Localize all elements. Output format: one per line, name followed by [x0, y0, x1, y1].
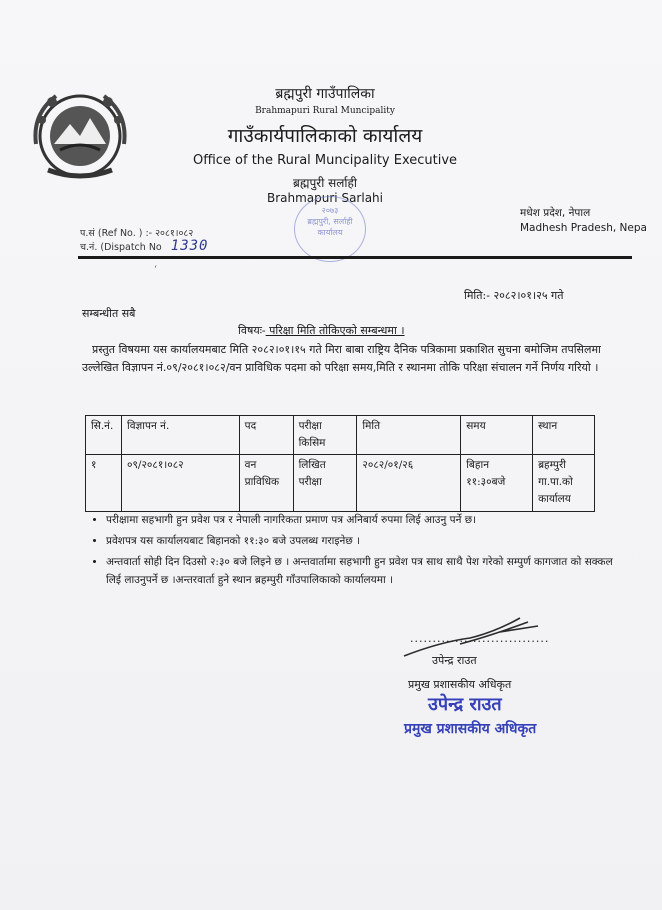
- body-paragraph: प्रस्तुत विषयमा यस कार्यालयमबाट मिति २०८२।०१।१५ गते मिरा बाबा राष्ट्रिय दैनिक पत्रिकामा प्रकाशित सुचना बमोजिम तपसिलमा उल्लेखित विज्ञापन नं.०९/२०८१।०८२/वन प्राविधिक पदमा को परिक्षा समय,मिति र स्थानमा तोकि परिक्षा संचालन गर्ने निर्णय गरियो ।: [82, 343, 601, 374]
- note-item: • अन्तवार्ता सोही दिन दिउसो २:३० बजे लिइने छ । अन्तवार्तामा सहभागी हुन प्रवेश पत्र साथ साथै पेश गरेको सम्पुर्ण कागजात को सक्कल लिई लाउनुपर्ने छ ।अन्तरवार्ता हुने स्थान ब्रहम्पुरी गाँउपालिकाको कार्यालयमा ।: [106, 553, 626, 589]
- stamp-signer-name: उपेन्द्र राउत: [428, 694, 502, 715]
- reference-number: प.सं (Ref No. ) :- २०८१।०८२: [80, 228, 194, 239]
- stamp-line: ब्रह्मपुरी, सर्लाही: [307, 217, 353, 226]
- table-header-cell: स्थान: [533, 416, 595, 455]
- exam-schedule-table: [85, 415, 595, 512]
- place-en: Brahmapuri Sarlahi: [266, 191, 383, 205]
- province-en: Madhesh Pradesh, Nepa: [520, 222, 647, 234]
- municipality-name-np: ब्रह्मपुरी गाउँपालिका: [275, 86, 375, 102]
- note-item: • परीक्षामा सहभागी हुन प्रवेश पत्र र नेपाली नागरिकता प्रमाण पत्र अनिबार्य रुपमा लिई आउनु पर्ने छ।: [106, 511, 626, 529]
- dispatch-label: च.नं. (Dispatch No: [80, 242, 162, 253]
- municipality-name-en: Brahmapuri Rural Muncipality: [255, 106, 395, 116]
- province-np: मधेश प्रदेश, नेपाल: [520, 207, 591, 219]
- signer-title: प्रमुख प्रशासकीय अधिकृत: [408, 678, 512, 691]
- table-cell: २०८२/०१/२६: [357, 455, 461, 512]
- table-row: [86, 455, 595, 512]
- table-header-cell: विज्ञापन नं.: [121, 416, 239, 455]
- notes-list: [86, 511, 626, 592]
- subject-prefix: विषयः-: [238, 324, 266, 337]
- signer-name: उपेन्द्र राउत: [432, 654, 477, 667]
- letter-date: मिति:- २०८२।०१।२५ गते: [464, 289, 564, 302]
- table-cell: बिहान ११:३०बजे: [461, 455, 533, 512]
- subject-text: परिक्षा मिति तोकिएको सम्बन्धमा ।: [265, 324, 405, 337]
- table-cell: लिखित परीक्षा: [293, 455, 357, 512]
- table-header-cell: पद: [239, 416, 293, 455]
- office-title-np: गाउँकार्यपालिकाको कार्यालय: [227, 125, 423, 147]
- table-cell: ०९/२०८१।०८२: [121, 455, 239, 512]
- office-round-stamp: [294, 196, 366, 262]
- note-item: • प्रवेशपत्र यस कार्यालयबाट बिहानको ११:३० बजे उपलब्ध गराइनेछ ।: [106, 532, 626, 550]
- table-header-cell: परीक्षा किसिम: [293, 416, 357, 455]
- table-cell: १: [86, 455, 122, 512]
- table-cell: ब्रहम्पुरी गा.पा.को कार्यालय: [533, 455, 595, 512]
- stamp-signer-title: प्रमुख प्रशासकीय अधिकृत: [404, 721, 537, 737]
- stamp-line: कार्यालय: [317, 228, 343, 237]
- signature-line: ...............................: [410, 632, 550, 645]
- table-cell: वन प्राविधिक: [239, 455, 293, 512]
- table-header-cell: सि.नं.: [86, 416, 122, 455]
- place-np: ब्रह्मपुरी सर्लाही: [293, 176, 357, 190]
- table-header-cell: समय: [461, 416, 533, 455]
- dispatch-number: 1330: [170, 238, 209, 254]
- subject-line: [238, 323, 405, 338]
- table-header-row: [86, 416, 595, 455]
- nepal-emblem-icon: [26, 84, 134, 184]
- recipient: सम्बन्धीत सबै: [82, 307, 136, 320]
- stamp-line: २०७३: [321, 206, 339, 215]
- table-header-cell: मिति: [357, 416, 461, 455]
- pen-mark-icon: ʻ: [154, 265, 157, 275]
- dispatch-line: [80, 238, 208, 254]
- office-title-en: Office of the Rural Muncipality Executive: [192, 153, 458, 168]
- header-divider: [78, 256, 632, 259]
